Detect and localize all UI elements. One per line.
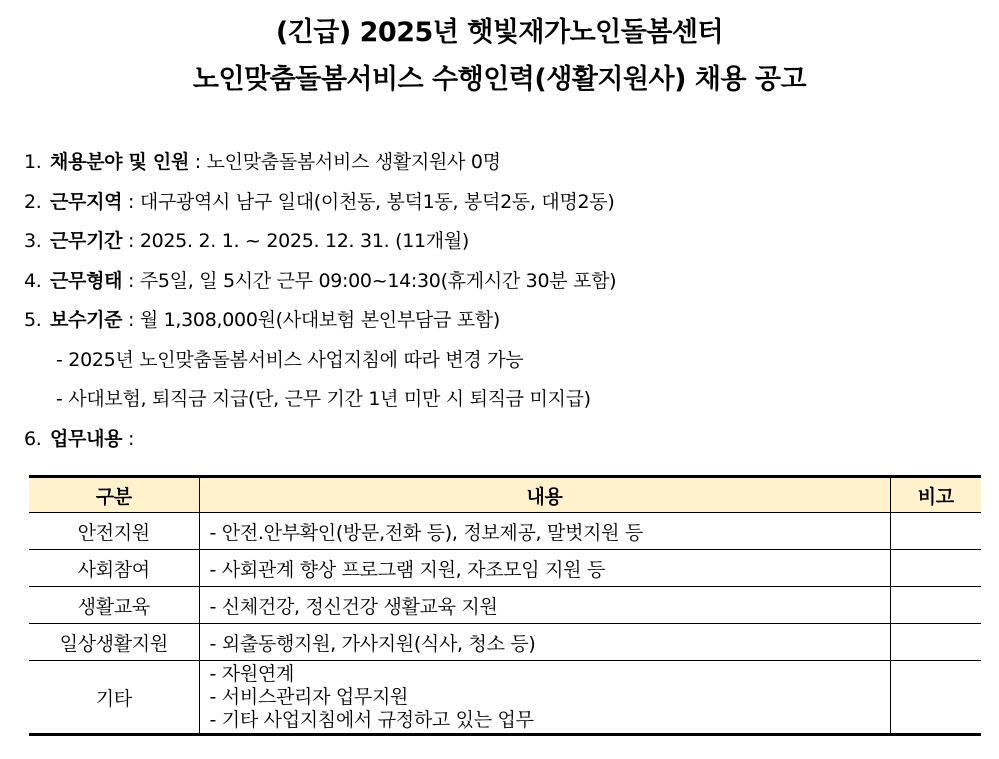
row-category: 기타 [29, 661, 199, 735]
row-content: - 외출동행지원, 가사지원(식사, 청소 등) [199, 624, 890, 661]
row-note [890, 661, 981, 735]
item-salary [24, 301, 984, 341]
salary-note: - 2025년 노인맞춤돌봄서비스 사업지침에 따라 변경 가능 [56, 348, 524, 371]
table-row [29, 624, 981, 661]
item-work-area [24, 183, 984, 223]
item-heading: 근무기간 [50, 230, 123, 252]
row-category: 사회참여 [29, 550, 199, 587]
row-content: - 신체건강, 정신건강 생활교육 지원 [199, 587, 890, 624]
item-duties [24, 420, 984, 460]
notice-items [24, 143, 984, 459]
table-row [29, 661, 981, 735]
item-work-period [24, 222, 984, 262]
item-heading: 업무내용 [50, 427, 123, 450]
row-note [890, 513, 981, 550]
row-note [890, 550, 981, 587]
item-separator: : [122, 230, 140, 252]
item-text: 노인맞춤돌봄서비스 생활지원사 0명 [206, 151, 501, 173]
row-content: - 사회관계 향상 프로그램 지원, 자조모임 지원 등 [199, 550, 890, 587]
item-text: 2025. 2. 1. ~ 2025. 12. 31. (11개월) [139, 230, 469, 252]
table-header-row [29, 477, 981, 513]
item-separator: : [122, 190, 140, 213]
item-number: 1. [24, 151, 42, 173]
item-text: 대구광역시 남구 일대(이천동, 봉덕1동, 봉덕2동, 대명2동) [139, 190, 615, 213]
table-row [29, 513, 981, 550]
item-work-type [24, 262, 984, 302]
item-separator: : [122, 269, 140, 292]
column-header-category: 구분 [29, 477, 199, 513]
row-note [890, 587, 981, 624]
salary-note: - 사대보험, 퇴직금 지급(단, 근무 기간 1년 미만 시 퇴직금 미지급) [56, 388, 591, 410]
item-text: 월 1,308,000원(사대보험 본인부담금 포함) [139, 309, 500, 331]
row-content: - 안전.안부확인(방문,전화 등), 정보제공, 말벗지원 등 [199, 513, 890, 550]
item-separator: : [189, 151, 207, 173]
row-category: 생활교육 [29, 587, 199, 624]
item-separator: : [122, 309, 140, 331]
content-line: - 자원연계 [209, 662, 295, 685]
item-number: 5. [24, 309, 42, 331]
content-line: - 서비스관리자 업무지원 [209, 685, 409, 708]
table-row [29, 587, 981, 624]
item-heading: 근무지역 [50, 190, 123, 213]
content-line: - 기타 사업지침에서 규정하고 있는 업무 [209, 708, 534, 731]
column-header-note: 비고 [890, 477, 981, 513]
item-heading: 근무형태 [50, 269, 123, 292]
item-heading: 보수기준 [50, 309, 123, 331]
item-number: 3. [24, 230, 42, 252]
duties-table [29, 475, 981, 736]
table-row [29, 550, 981, 587]
item-separator: : [122, 427, 135, 450]
item-number: 2. [24, 190, 42, 213]
row-category: 일상생활지원 [29, 624, 199, 661]
item-number: 6. [24, 427, 42, 450]
notice-title-line1: (긴급) 2025년 햇빛재가노인돌봄센터 [275, 17, 724, 48]
column-header-content: 내용 [199, 477, 890, 513]
row-content [199, 661, 890, 735]
item-heading: 채용분야 및 인원 [50, 151, 190, 173]
item-text: 주5일, 일 5시간 근무 09:00~14:30(휴게시간 30분 포함) [139, 269, 617, 292]
notice-title-line2: 노인맞춤돌봄서비스 수행인력(생활지원사) 채용 공고 [192, 64, 807, 95]
row-note [890, 624, 981, 661]
item-number: 4. [24, 269, 42, 292]
row-category: 안전지원 [29, 513, 199, 550]
item-recruitment [24, 143, 984, 183]
